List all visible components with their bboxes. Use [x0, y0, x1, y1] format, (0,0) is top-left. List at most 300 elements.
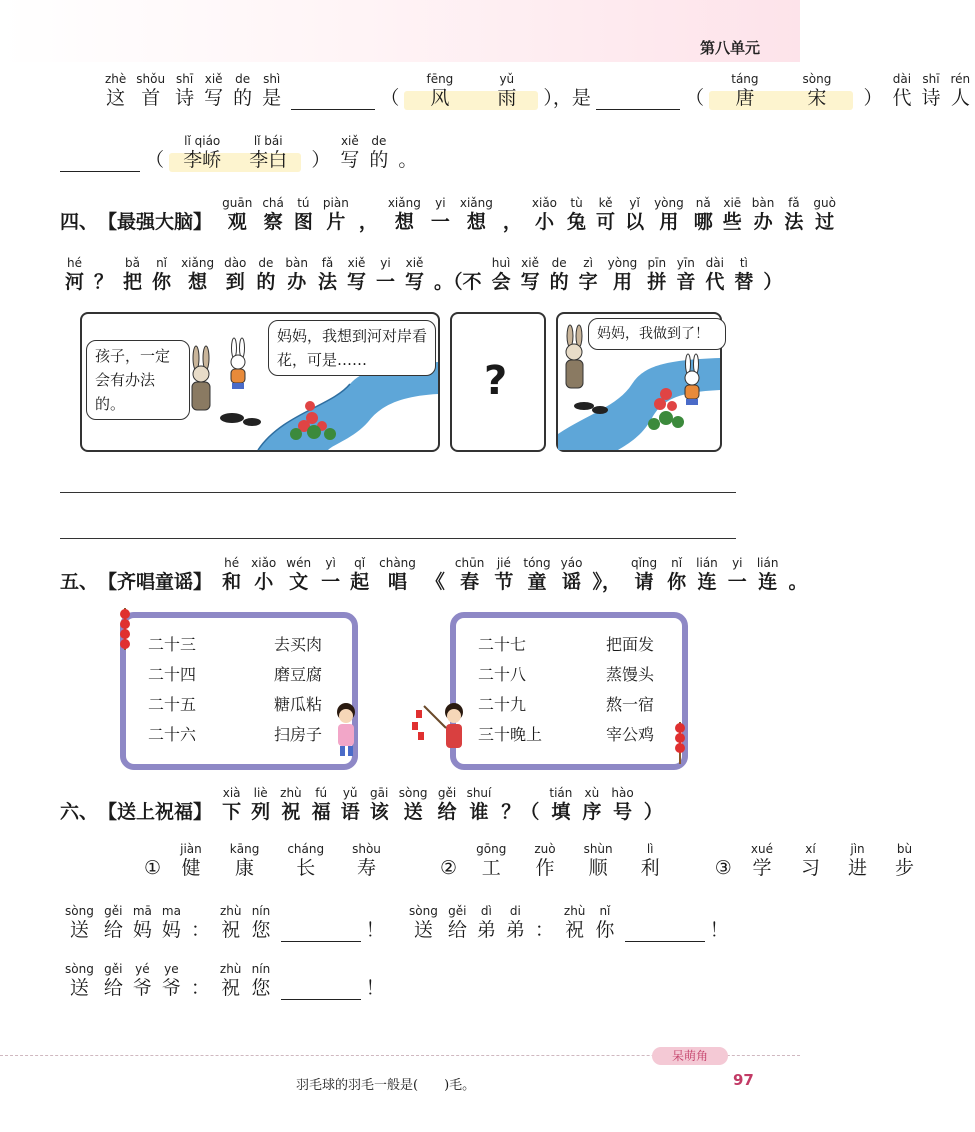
hanzi: 拼: [647, 271, 667, 293]
q3-blank-1[interactable]: [291, 87, 375, 110]
hanzi: ，: [502, 211, 522, 233]
pinyin-char-unit: [676, 256, 695, 294]
pinyin: nǎ: [695, 196, 711, 210]
pinyin-char-unit: [592, 556, 621, 594]
pinyin-char-unit: [286, 556, 311, 594]
option-2[interactable]: [462, 842, 674, 880]
wish-mother: [60, 904, 385, 942]
hanzi: 代: [892, 87, 912, 109]
q3-open-paren-2: （: [685, 87, 705, 109]
hanzi: 爷: [161, 977, 181, 999]
hanzi: 河: [65, 271, 85, 293]
pinyin-char-unit: [734, 256, 753, 294]
pinyin: sòng: [65, 962, 94, 976]
pinyin-char-unit: [532, 196, 557, 234]
hanzi: 习: [801, 857, 821, 879]
pinyin-char-unit: [448, 904, 467, 942]
hanzi: 观: [227, 211, 247, 233]
hanzi: 察: [263, 211, 283, 233]
rhyme-activity[interactable]: 扫房子: [274, 725, 323, 744]
hanzi: 进: [848, 857, 868, 879]
pinyin-char-unit: [426, 556, 445, 594]
pinyin: nǐ: [671, 556, 683, 570]
pinyin: tú: [297, 196, 310, 210]
pinyin: cháng: [287, 842, 325, 856]
hanzi: 送: [69, 919, 89, 941]
hanzi: 的: [233, 87, 253, 109]
pinyin-char-unit: [521, 256, 540, 294]
q5-number: 五、: [60, 571, 99, 593]
pinyin: ma: [161, 904, 181, 918]
hanzi: 字: [578, 271, 598, 293]
hanzi: 写: [204, 87, 224, 109]
pinyin-char-unit: [105, 72, 126, 110]
mother-speech-bubble: 孩子，一定会有办法的。: [86, 340, 190, 420]
hanzi: 填: [551, 801, 571, 823]
pinyin-char-unit: [476, 842, 506, 880]
pinyin: bù: [896, 842, 913, 856]
pinyin: shī: [176, 72, 194, 86]
hanzi: 唱: [388, 571, 408, 593]
hanzi: 童: [527, 571, 547, 593]
rhyme-day[interactable]: 二十五: [148, 695, 197, 714]
pinyin-char-unit: [136, 72, 165, 110]
pinyin: [788, 556, 807, 570]
pinyin: qǐng: [630, 556, 658, 570]
hanzi: 学: [752, 857, 772, 879]
rock-1: [574, 402, 594, 410]
rhyme-day[interactable]: 二十九: [478, 695, 527, 714]
option-number: ③: [714, 857, 732, 879]
hanzi: 想: [188, 271, 208, 293]
hanzi: 送: [69, 977, 89, 999]
pinyin: fēng: [426, 72, 454, 86]
pinyin-char-unit: [222, 196, 252, 234]
pinyin: hé: [67, 256, 82, 270]
q4-instruction-1: [217, 196, 841, 234]
wish-brother-blank[interactable]: [625, 919, 705, 942]
pinyin: xiǎng: [181, 256, 215, 270]
rock-2: [243, 418, 261, 426]
rhyme-box-right: [450, 612, 688, 770]
pinyin: chá: [262, 196, 284, 210]
rhyme-day[interactable]: 二十八: [478, 665, 527, 684]
rhyme-day[interactable]: 二十四: [148, 665, 197, 684]
hanzi: 法: [317, 271, 337, 293]
hanzi: 写: [405, 271, 425, 293]
pinyin: [592, 556, 621, 570]
pinyin-char-unit: [494, 556, 513, 594]
hanzi: 替: [734, 271, 754, 293]
pinyin: lián: [696, 556, 718, 570]
hanzi: 给: [103, 919, 123, 941]
pinyin-char-unit: [694, 196, 713, 234]
hanzi: 文: [289, 571, 309, 593]
q6-line: [60, 786, 668, 824]
pinyin: gěi: [437, 786, 457, 800]
wish-mother-blank[interactable]: [281, 919, 361, 942]
pinyin-char-unit: [667, 556, 686, 594]
pinyin: kāng: [229, 842, 260, 856]
pinyin-char-unit: [152, 256, 171, 294]
q6-options: [144, 842, 928, 880]
pinyin: shǒu: [136, 72, 166, 86]
pinyin-char-unit: [323, 196, 349, 234]
pinyin: de: [258, 256, 274, 270]
pinyin-char-unit: [162, 904, 181, 942]
pinyin: fǎ: [788, 196, 800, 210]
pinyin-char-unit: [133, 904, 152, 942]
pinyin: [535, 904, 554, 918]
hanzi: 弟: [476, 919, 496, 941]
pinyin: yǔ: [499, 72, 515, 86]
rhyme-day[interactable]: 二十七: [478, 635, 527, 654]
baby-rabbit-icon: [231, 338, 245, 389]
pinyin-char-unit: [950, 72, 970, 110]
pinyin-char-unit: [220, 962, 242, 1000]
pinyin: gōng: [476, 842, 507, 856]
q3-blank-3[interactable]: [60, 149, 140, 172]
hanzi: 写: [340, 149, 360, 171]
hanzi: 办: [753, 211, 773, 233]
pinyin: sòng: [409, 904, 438, 918]
hanzi: 妈: [161, 919, 181, 941]
rhyme-box-left: [120, 612, 358, 770]
hanzi: 语: [340, 801, 360, 823]
hanzi: 办: [287, 271, 307, 293]
pinyin-char-unit: [350, 556, 369, 594]
rhyme-activity[interactable]: 蒸馒头: [606, 665, 655, 684]
q6-instruction: [217, 786, 668, 824]
rhyme-activity[interactable]: 去买肉: [274, 635, 323, 654]
wish-brother: [404, 904, 729, 942]
pinyin-char-unit: [460, 196, 493, 234]
hanzi: 音: [676, 271, 696, 293]
hanzi: 》，: [592, 571, 621, 593]
hanzi: 步: [895, 857, 915, 879]
pinyin: [191, 962, 210, 976]
pinyin: chūn: [454, 556, 485, 570]
pinyin: fú: [315, 786, 328, 800]
exclaim: ！: [709, 919, 729, 941]
pinyin-char-unit: [641, 842, 660, 880]
pinyin: yi: [435, 196, 446, 210]
hanzi: 《: [425, 571, 445, 593]
pinyin-char-unit: [341, 786, 360, 824]
pinyin: [398, 134, 417, 148]
hanzi: 工: [481, 857, 501, 879]
hanzi: 祝: [221, 977, 241, 999]
hanzi: ：: [534, 919, 554, 941]
option-number: ②: [440, 857, 458, 879]
wish-grandpa-blank[interactable]: [281, 977, 361, 1000]
pinyin: yǔ: [342, 786, 358, 800]
pinyin-char-unit: [564, 904, 586, 942]
wish-grandpa-text: [60, 962, 275, 1000]
pinyin: ye: [164, 962, 179, 976]
pinyin-char-unit: [596, 196, 615, 234]
option-1[interactable]: [166, 842, 395, 880]
rhyme-day[interactable]: 二十六: [148, 725, 197, 744]
hanzi: 李峤: [183, 149, 222, 171]
hanzi: 哪: [693, 211, 713, 233]
pinyin: de: [551, 256, 567, 270]
hanzi: 春: [460, 571, 480, 593]
pinyin: xiě: [340, 134, 359, 148]
pinyin: shùn: [583, 842, 613, 856]
pinyin: táng: [731, 72, 759, 86]
hanzi: 宋: [807, 87, 827, 109]
hanzi: 。: [788, 571, 808, 593]
hanzi: 些: [722, 211, 742, 233]
pinyin-char-unit: [501, 786, 539, 824]
pinyin-char-unit: [731, 72, 758, 110]
hanzi: 法: [784, 211, 804, 233]
hanzi: 用: [612, 271, 632, 293]
q6-number: 六、: [60, 801, 99, 823]
pinyin-char-unit: [369, 134, 388, 172]
hanzi: 会: [491, 271, 511, 293]
hanzi: 健: [181, 857, 201, 879]
pinyin-char-unit: [579, 256, 598, 294]
q3-option-wind-rain[interactable]: [404, 72, 538, 110]
pinyin-char-unit: [204, 72, 223, 110]
hanzi: 送: [413, 919, 433, 941]
pinyin: xiǎo: [531, 196, 558, 210]
pinyin: lǐ bái: [253, 134, 283, 148]
pinyin: di: [509, 904, 521, 918]
pinyin-char-unit: [398, 134, 417, 172]
pinyin-char-unit: [503, 196, 522, 234]
q4-line1: [60, 196, 841, 234]
q3-option-poets[interactable]: [169, 134, 301, 172]
pinyin: sòng: [398, 786, 428, 800]
pinyin-char-unit: [763, 256, 782, 294]
pinyin: yīn: [676, 256, 695, 270]
pinyin-char-unit: [405, 256, 424, 294]
pinyin-char-unit: [477, 904, 496, 942]
option-3[interactable]: [737, 842, 928, 880]
pinyin-char-unit: [104, 962, 123, 1000]
pinyin: dì: [480, 904, 492, 918]
pinyin: [311, 134, 330, 148]
pinyin-char-unit: [262, 196, 284, 234]
pinyin-char-unit: [654, 196, 684, 234]
hanzi: ）: [643, 801, 663, 823]
pinyin: chàng: [379, 556, 416, 570]
pinyin-char-unit: [359, 196, 378, 234]
hanzi: 是: [262, 87, 282, 109]
hanzi: 一: [727, 571, 747, 593]
pinyin: xué: [750, 842, 773, 856]
hanzi: 给: [447, 919, 467, 941]
pinyin-char-unit: [426, 72, 453, 110]
pinyin: xiǎng: [459, 196, 493, 210]
hanzi: 雨: [497, 87, 517, 109]
pinyin-char-unit: [535, 904, 554, 942]
pinyin-char-unit: [455, 556, 484, 594]
hanzi: 给: [437, 801, 457, 823]
pinyin: gěi: [104, 904, 123, 918]
pinyin: zhù: [280, 786, 302, 800]
hanzi: 小: [254, 571, 274, 593]
pinyin-char-unit: [249, 134, 287, 172]
hanzi: ，: [358, 211, 378, 233]
pinyin: gāi: [370, 786, 389, 800]
q6-tag: 【送上祝福】: [98, 801, 213, 823]
footer-trivia: 羽毛球的羽毛一般是( )毛。: [296, 1078, 476, 1093]
hanzi: ）: [763, 271, 783, 293]
pinyin: [503, 196, 522, 210]
pinyin: [863, 72, 882, 86]
hanzi: 妈: [132, 919, 152, 941]
pinyin-char-unit: [921, 72, 940, 110]
hanzi: 以: [625, 211, 645, 233]
hanzi: 一: [376, 271, 396, 293]
hanzi: 兔: [567, 211, 587, 233]
q3-line2: [60, 134, 422, 172]
pinyin-char-unit: [705, 256, 724, 294]
hanzi: 。（不: [434, 271, 482, 293]
rhyme-activity[interactable]: 糖瓜粘: [274, 695, 323, 714]
hanzi: 谣: [562, 571, 582, 593]
pinyin-char-unit: [631, 556, 657, 594]
hanzi: 首: [141, 87, 161, 109]
rhyme-activity[interactable]: 磨豆腐: [274, 665, 323, 684]
hanzi: 风: [430, 87, 450, 109]
pinyin-char-unit: [848, 842, 867, 880]
mother-rabbit-icon: [192, 346, 210, 410]
pinyin: tù: [570, 196, 583, 210]
pinyin-char-unit: [262, 72, 281, 110]
pinyin: gěi: [104, 962, 123, 976]
pinyin-char-unit: [65, 256, 84, 294]
q3-option-tang-song[interactable]: [709, 72, 853, 110]
pinyin: rén: [950, 72, 971, 86]
hanzi: 一: [321, 571, 341, 593]
pinyin-char-unit: [123, 256, 142, 294]
hanzi: 节: [494, 571, 514, 593]
pinyin-char-unit: [595, 904, 614, 942]
pinyin-char-unit: [895, 842, 914, 880]
pinyin: guò: [813, 196, 836, 210]
hanzi: 和: [222, 571, 242, 593]
picture-panel-3: [556, 312, 722, 452]
pinyin-char-unit: [751, 842, 773, 880]
pinyin: xiě: [521, 256, 539, 270]
rhyme-activity[interactable]: 宰公鸡: [606, 725, 655, 744]
hanzi: 列: [251, 801, 271, 823]
pinyin-char-unit: [534, 842, 555, 880]
pinyin: lǐ qiáo: [184, 134, 221, 148]
pinyin: [94, 256, 113, 270]
hanzi: 你: [595, 919, 615, 941]
pinyin: nǐ: [156, 256, 168, 270]
pinyin-char-unit: [183, 134, 221, 172]
pinyin: yé: [135, 962, 150, 976]
pinyin-char-unit: [379, 556, 416, 594]
pinyin-char-unit: [321, 556, 340, 594]
pinyin-char-unit: [256, 256, 275, 294]
hanzi: 长: [296, 857, 316, 879]
pinyin: yi: [732, 556, 743, 570]
pinyin: shì: [263, 72, 281, 86]
wish-mother-text: [60, 904, 275, 942]
q3-line2-tail: [306, 134, 422, 172]
pinyin: [501, 786, 539, 800]
rhyme-day[interactable]: 三十晚上: [478, 725, 543, 744]
pinyin-char-unit: [280, 786, 302, 824]
rhyme-day[interactable]: 二十三: [148, 635, 197, 654]
pinyin-char-unit: [788, 556, 807, 594]
pinyin-char-unit: [65, 904, 94, 942]
hanzi: 用: [659, 211, 679, 233]
pinyin-char-unit: [647, 256, 666, 294]
pinyin-char-unit: [467, 786, 492, 824]
exclaim: ！: [365, 977, 385, 999]
rhyme-activity[interactable]: 把面发: [606, 635, 655, 654]
wish-brother-text: [404, 904, 619, 942]
hanzi: 顺: [588, 857, 608, 879]
pinyin: [434, 256, 482, 270]
hanzi: 祝: [565, 919, 585, 941]
pinyin-char-unit: [94, 256, 113, 294]
hanzi: 可: [596, 211, 616, 233]
pinyin: bàn: [751, 196, 775, 210]
pinyin-char-unit: [191, 904, 210, 942]
pinyin: nǐ: [599, 904, 611, 918]
pinyin-char-unit: [801, 842, 820, 880]
pinyin-char-unit: [728, 556, 747, 594]
q4-instruction-2: [60, 256, 787, 294]
pinyin: shuí: [466, 786, 492, 800]
hanzi: 下: [222, 801, 242, 823]
pinyin: shòu: [352, 842, 381, 856]
pinyin-char-unit: [399, 786, 428, 824]
hanzi: ：: [190, 919, 210, 941]
hanzi: 小: [534, 211, 554, 233]
pinyin-char-unit: [220, 904, 242, 942]
pinyin-char-unit: [285, 256, 308, 294]
hanzi: 起: [350, 571, 370, 593]
q3-blank-2[interactable]: [596, 87, 680, 110]
pinyin: xiě: [405, 256, 424, 270]
pinyin: xiě: [347, 256, 366, 270]
pinyin: jìn: [850, 842, 865, 856]
pinyin: xià: [222, 786, 241, 800]
pinyin: nín: [251, 962, 271, 976]
hanzi: 诗: [921, 87, 941, 109]
rhyme-activity[interactable]: 熬一宿: [606, 695, 655, 714]
hanzi: 把: [123, 271, 143, 293]
hanzi: 该: [369, 801, 389, 823]
pinyin: pīn: [647, 256, 667, 270]
hanzi: 一: [430, 211, 450, 233]
pinyin-char-unit: [287, 842, 324, 880]
pinyin-char-unit: [625, 196, 644, 234]
answer-line-1[interactable]: [60, 492, 736, 493]
pinyin-char-unit: [191, 962, 210, 1000]
pinyin: [191, 904, 210, 918]
pinyin: de: [235, 72, 251, 86]
hanzi: 想: [466, 211, 486, 233]
pinyin: qǐ: [354, 556, 366, 570]
answer-line-2[interactable]: [60, 538, 736, 539]
pinyin: tì: [739, 256, 748, 270]
pinyin-char-unit: [567, 196, 586, 234]
hanzi: 过: [815, 211, 835, 233]
pinyin-char-unit: [311, 134, 330, 172]
